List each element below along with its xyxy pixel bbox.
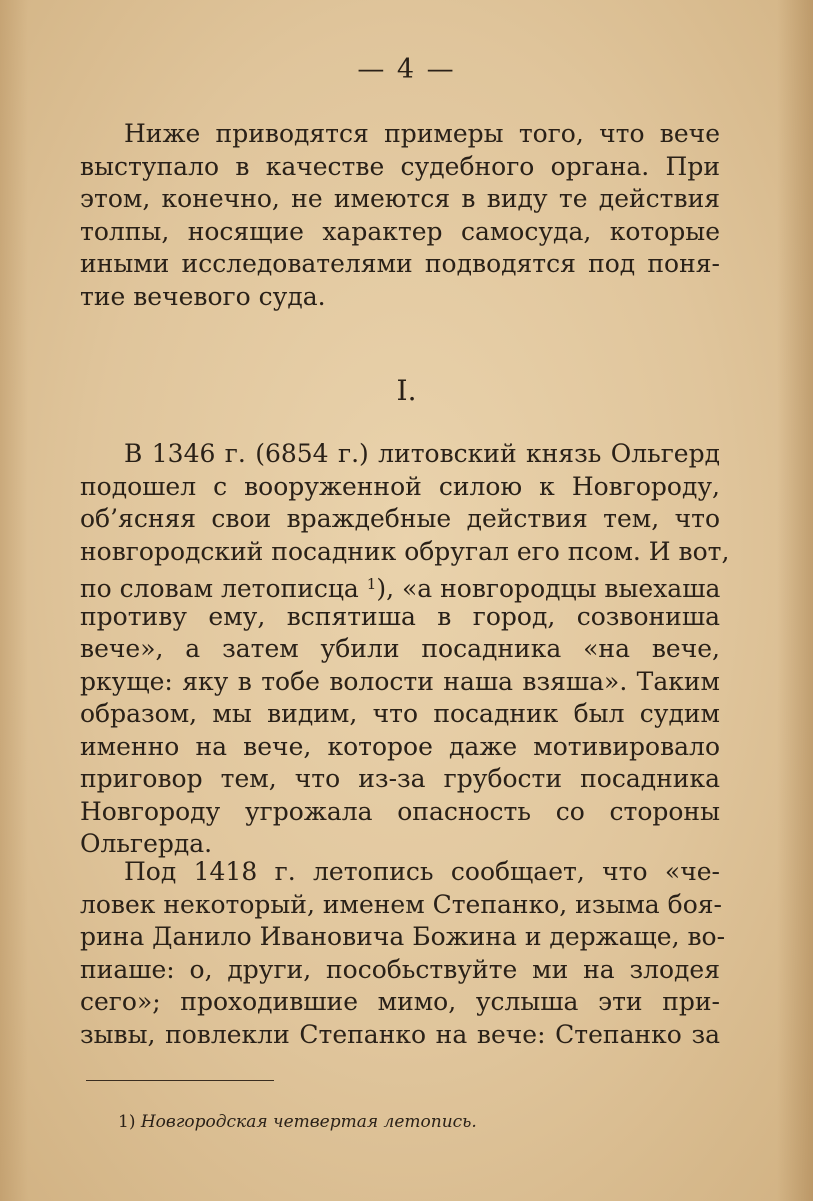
page-edge-shadow-right	[777, 0, 813, 1201]
text-line: новгородский посадник обругал его псом. И вот,	[80, 536, 730, 566]
text-line: тие вечевого суда.	[80, 281, 326, 311]
text-line: Ниже приводятся примеры того, что вече	[124, 119, 720, 148]
text-line: рина Данило Ивановича Божина и держаще, во-	[80, 922, 726, 951]
text-line: подошел с вооруженной силою к Новгороду,	[80, 471, 720, 501]
text-line: выступало в качестве судебного органа. При	[80, 151, 720, 181]
text-line: ркуще: яку в тобе волости наша взяша». Таким	[80, 666, 720, 696]
intro-paragraph	[80, 118, 720, 313]
text-line: пиаше: о, други, пособьствуйте ми на злодея	[80, 954, 720, 984]
text-line: противу ему, вспятиша в город, созвониша	[80, 601, 720, 631]
text-line: ловек некоторый, именем Степанко, изыма боя-	[80, 889, 722, 919]
footnote-divider	[86, 1080, 274, 1081]
text-line: именно на вече, которое даже мотивировало	[80, 731, 720, 761]
paragraph-2	[80, 856, 726, 1051]
page-edge-shadow-left	[0, 0, 28, 1201]
text-line: толпы, носящие характер самосуда, которые	[80, 216, 720, 246]
text-fragment: по словам летописца	[80, 574, 367, 603]
text-line: сего»; проходившие мимо, услыша эти при-	[80, 987, 720, 1016]
footnote	[118, 1112, 477, 1132]
text-line: образом, мы видим, что посадник был судим	[80, 699, 720, 728]
text-line: Под 1418 г. летопись сообщает, что «че-	[124, 857, 720, 886]
text-line: Новгороду угрожала опасность со стороны	[80, 796, 720, 826]
section-heading: I.	[396, 374, 417, 407]
text-line: приговор тем, что из-за грубости посадника	[80, 764, 720, 793]
paragraph-1	[80, 438, 730, 861]
footnote-reference: 1	[366, 575, 377, 593]
text-fragment: ), «а новгородцы выехаша	[376, 574, 721, 603]
footnote-marker: 1)	[118, 1112, 136, 1132]
text-line: В 1346 г. (6854 г.) литовский князь Ольгерд	[124, 439, 720, 468]
text-line-with-footnote-ref	[80, 568, 720, 601]
text-line: этом, конечно, не имеются в виду те действия	[80, 184, 720, 213]
text-line: иными исследователями подводятся под поня-	[80, 249, 720, 278]
footnote-text: Новгородская четвертая летопись.	[140, 1112, 477, 1132]
text-line: об’ясняя свои враждебные действия тем, что	[80, 504, 720, 533]
text-line: зывы, повлекли Степанко на вече: Степанко за	[80, 1019, 720, 1049]
page-number: — 4 —	[357, 54, 456, 85]
text-line: Ольгерда.	[80, 829, 213, 858]
text-line: вече», а затем убили посадника «на вече,	[80, 634, 720, 663]
